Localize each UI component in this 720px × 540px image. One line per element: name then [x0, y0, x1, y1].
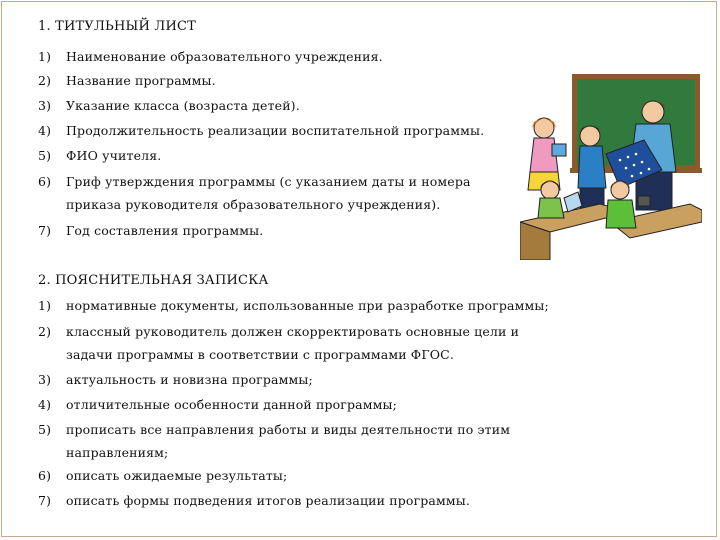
list-item-text: классный руководитель должен скорректировать основные цели и задачи программы в соответствии с программами ФГОС.: [66, 324, 520, 362]
list-item-number: 4): [38, 123, 52, 138]
list-item: [38, 219, 498, 242]
classroom-teacher-students-icon: [520, 72, 702, 260]
list-item-text: ФИО учителя.: [66, 148, 162, 163]
list-item: [38, 393, 558, 416]
list-item-text: описать формы подведения итогов реализации программы.: [66, 493, 471, 508]
list-item-text: нормативные документы, использованные при разработке программы;: [66, 298, 549, 313]
section-title-title-page: 1. ТИТУЛЬНЫЙ ЛИСТ: [38, 19, 197, 34]
list-item-number: 3): [38, 372, 52, 387]
section-title-explanatory-note: 2. ПОЯСНИТЕЛЬНАЯ ЗАПИСКА: [38, 273, 269, 288]
list-item-text: Продолжительность реализации воспитательной программы.: [66, 123, 485, 138]
list-item-number: 5): [38, 422, 52, 437]
list-item-text: Название программы.: [66, 73, 216, 88]
list-item-number: 3): [38, 98, 52, 113]
list-item-number: 5): [38, 148, 52, 163]
list-item: [38, 144, 498, 167]
list-item: [38, 94, 498, 117]
list-item: [38, 464, 558, 487]
list-item-number: 4): [38, 397, 52, 412]
list-item-text: Гриф утверждения программы (с указанием даты и номера приказа руководителя образовательного учреждения).: [66, 174, 471, 212]
list-item: [38, 294, 558, 317]
list-item-number: 1): [38, 298, 52, 313]
list-item: [38, 170, 514, 216]
list-item: [38, 119, 498, 142]
list-item-number: 1): [38, 49, 52, 64]
list-item-text: Указание класса (возраста детей).: [66, 98, 300, 113]
list-item: [38, 368, 558, 391]
list-item-number: 2): [38, 73, 52, 88]
list-item: [38, 418, 528, 464]
list-item-number: 6): [38, 468, 52, 483]
list-item-number: 7): [38, 493, 52, 508]
list-item: [38, 69, 498, 92]
list-item-text: актуальность и новизна программы;: [66, 372, 313, 387]
list-item: [38, 45, 498, 68]
list-item: [38, 489, 558, 512]
list-item-text: Год составления программы.: [66, 223, 264, 238]
list-item-text: описать ожидаемые результаты;: [66, 468, 288, 483]
list-item-text: прописать все направления работы и виды деятельности по этим направлениям;: [66, 422, 511, 460]
list-item-number: 7): [38, 223, 52, 238]
list-item-number: 2): [38, 324, 52, 339]
list-item: [38, 320, 528, 366]
list-item-text: отличительные особенности данной программы;: [66, 397, 397, 412]
list-item-number: 6): [38, 174, 52, 189]
classroom-illustration: [520, 72, 702, 260]
list-item-text: Наименование образовательного учреждения.: [66, 49, 383, 64]
